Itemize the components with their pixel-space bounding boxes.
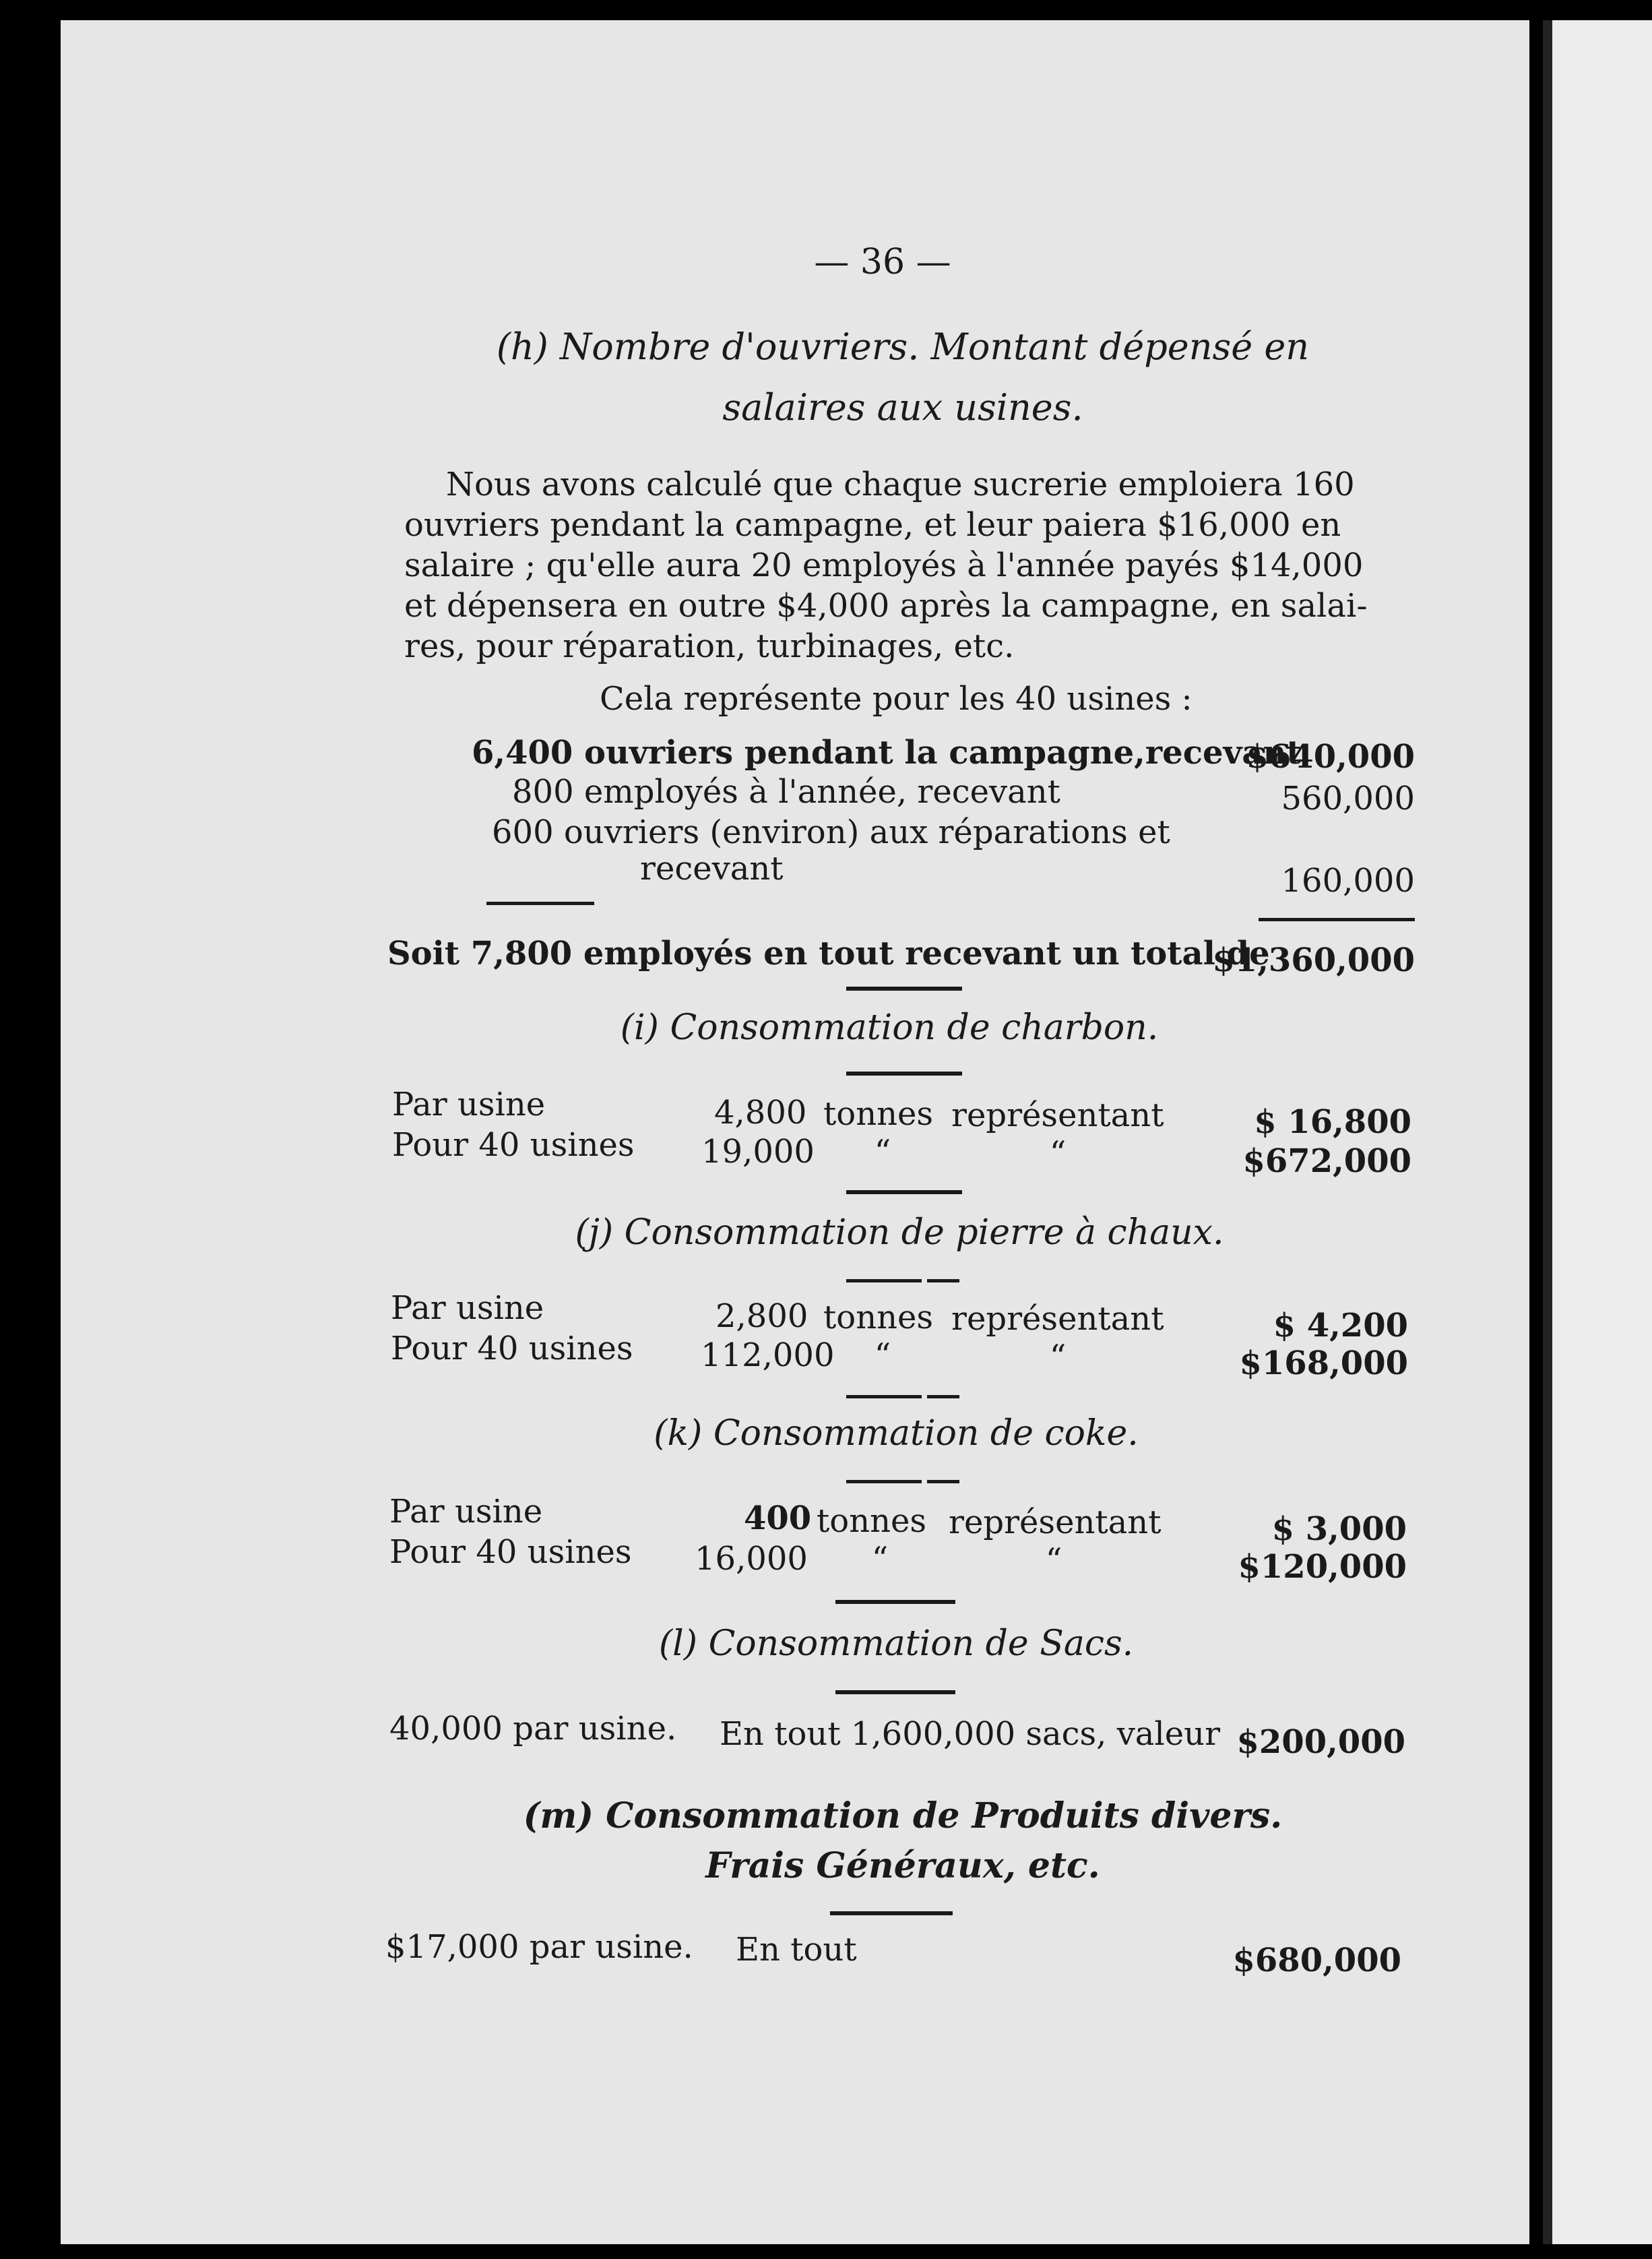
row-amount: $120,000 <box>1238 1548 1407 1586</box>
section-l-heading: (l) Consommation de Sacs. <box>658 1623 1134 1664</box>
row-desc: “ <box>1049 1338 1067 1375</box>
section-h-heading-line2: salaires aux usines. <box>722 386 1083 429</box>
rule <box>835 1600 955 1604</box>
paragraph-line-4: et dépensera en outre $4,000 après la campagne, en salai- <box>404 587 1368 625</box>
row-amount: 560,000 <box>1281 780 1415 817</box>
row-label: Par usine <box>392 1086 546 1123</box>
section-h-heading-line1: (h) Nombre d'ouvriers. Montant dépensé en <box>496 326 1310 368</box>
row-desc: “ <box>1049 1134 1067 1172</box>
section-h-total-label: Soit 7,800 employés en tout recevant un total de <box>387 935 1270 972</box>
row-unit: “ <box>874 1336 891 1374</box>
row-desc: “ <box>1045 1541 1062 1579</box>
row-unit: tonnes <box>817 1502 927 1540</box>
row-qty: 19,000 <box>701 1133 815 1171</box>
section-h-total-amount: $1,360,000 <box>1212 941 1415 979</box>
row-qty: 4,800 <box>714 1094 807 1132</box>
row-label: Par usine <box>391 1289 544 1327</box>
row-qty: 112,000 <box>701 1336 835 1374</box>
row-unit: tonnes <box>823 1299 934 1336</box>
row-label: 6,400 ouvriers pendant la campagne,recevant <box>472 734 1302 772</box>
rule <box>846 987 962 991</box>
section-i-heading: (i) Consommation de charbon. <box>620 1008 1159 1048</box>
row-amount: $ 16,800 <box>1254 1103 1411 1141</box>
row-desc: représentant <box>951 1300 1164 1338</box>
adjacent-page-edge <box>1543 20 1652 2244</box>
row-unit: “ <box>871 1540 889 1578</box>
rule <box>846 1190 962 1194</box>
row-label: Par usine <box>389 1493 543 1530</box>
rule <box>846 1279 922 1282</box>
section-m-amount: $680,000 <box>1232 1942 1401 1979</box>
paragraph-line-2: ouvriers pendant la campagne, et leur paiera $16,000 en <box>404 506 1341 544</box>
row-desc: représentant <box>951 1096 1164 1134</box>
rule <box>927 1395 959 1398</box>
row-qty: 16,000 <box>695 1540 808 1578</box>
page-number: — 36 — <box>814 242 951 282</box>
section-l-line-left: 40,000 par usine. <box>389 1710 677 1747</box>
rule <box>846 1480 922 1483</box>
section-l-line-mid: En tout 1,600,000 sacs, valeur <box>720 1715 1221 1753</box>
rule <box>486 902 594 905</box>
row-unit: “ <box>874 1133 891 1171</box>
paragraph-line-3: salaire ; qu'elle aura 20 employés à l'année payés $14,000 <box>404 547 1364 584</box>
section-m-heading-line2: Frais Généraux, etc. <box>705 1845 1100 1886</box>
row-label: 600 ouvriers (environ) aux réparations et <box>492 813 1170 851</box>
section-m-line-mid: En tout <box>736 1931 857 1969</box>
rule <box>1259 918 1415 921</box>
rule <box>830 1911 953 1915</box>
row-amount: $168,000 <box>1239 1344 1408 1382</box>
section-m-line-left: $17,000 par usine. <box>385 1928 693 1966</box>
row-label: Pour 40 usines <box>392 1126 635 1164</box>
row-label: 800 employés à l'année, recevant <box>512 773 1060 811</box>
row-amount: $ 4,200 <box>1273 1307 1408 1344</box>
row-desc: représentant <box>949 1504 1162 1541</box>
row-unit: tonnes <box>823 1095 934 1133</box>
paragraph-line-5: res, pour réparation, turbinages, etc. <box>404 627 1015 665</box>
row-label: Pour 40 usines <box>389 1533 632 1571</box>
rule <box>846 1072 962 1076</box>
rule <box>927 1279 959 1282</box>
rule <box>835 1690 955 1694</box>
row-amount: $640,000 <box>1246 738 1415 776</box>
section-m-heading-line1: (m) Consommation de Produits divers. <box>523 1795 1283 1836</box>
rule <box>927 1480 959 1483</box>
section-l-amount: $200,000 <box>1236 1723 1405 1761</box>
section-j-heading: (j) Consommation de pierre à chaux. <box>575 1212 1224 1253</box>
section-k-heading: (k) Consommation de coke. <box>654 1413 1139 1454</box>
rule <box>846 1395 922 1398</box>
row-amount: $672,000 <box>1242 1142 1411 1180</box>
row-label: recevant <box>640 850 784 888</box>
paragraph-line-1: Nous avons calculé que chaque sucrerie emploiera 160 <box>446 466 1355 503</box>
row-qty: 400 <box>744 1499 812 1537</box>
row-qty: 2,800 <box>716 1297 808 1335</box>
section-h-intro: Cela représente pour les 40 usines : <box>600 680 1193 718</box>
row-amount: $ 3,000 <box>1271 1510 1407 1548</box>
row-amount: 160,000 <box>1281 862 1415 900</box>
row-label: Pour 40 usines <box>391 1330 633 1367</box>
